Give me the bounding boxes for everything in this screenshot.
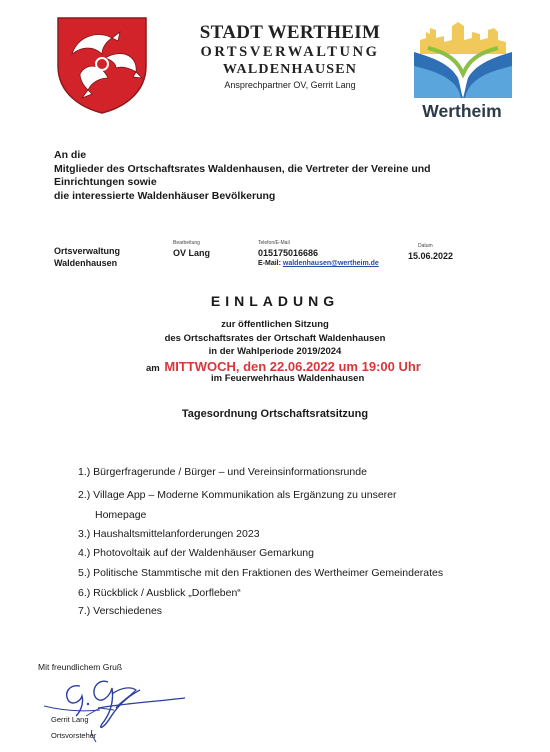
agenda-item: 1.) Bürgerfragerunde / Bürger – und Vereinsinformationsrunde (78, 466, 367, 478)
invitation-line: in der Wahlperiode 2019/2024 (208, 346, 342, 357)
invitation-line: des Ortschaftsrates der Ortschaft Waldenhausen (164, 333, 386, 344)
letter-date: 15.06.2022 (408, 251, 454, 261)
address-line: Einrichtungen sowie (54, 176, 157, 188)
agenda-item: 6.) Rückblick / Ausblick „Dorfleben“ (78, 587, 241, 599)
office-name: ORTSVERWALTUNG (200, 44, 380, 60)
meeting-datetime: MITTWOCH, den 22.06.2022 um 19:00 Uhr (164, 359, 421, 374)
phone-label: Telefon/E-Mail (258, 240, 290, 246)
handler-label: Bearbeitung (173, 240, 200, 246)
meeting-am: am (146, 363, 160, 374)
agenda-title: Tagesordnung Ortschaftsratsitzung (181, 408, 369, 420)
invitation-line: zur öffentlichen Sitzung (221, 319, 329, 330)
sender-office: Ortsverwaltung (54, 246, 121, 256)
city-name: STADT WERTHEIM (199, 22, 381, 43)
place-name: WALDENHAUSEN (222, 62, 358, 77)
agenda-item: 4.) Photovoltaik auf der Waldenhäuser Gemarkung (78, 547, 314, 559)
agenda-item: 2.) Village App – Moderne Kommunikation als Ergänzung zu unserer (78, 489, 397, 501)
agenda-item-continuation: Homepage (95, 509, 147, 521)
email-row (258, 260, 379, 267)
agenda-item: 5.) Politische Stammtische mit den Fraktionen des Wertheimer Gemeinderates (78, 567, 444, 579)
address-line: Mitglieder des Ortschaftsrates Waldenhausen, die Vertreter der Vereine und (54, 163, 431, 175)
sender-place: Waldenhausen (54, 258, 118, 268)
wertheim-city-logo-icon (414, 18, 512, 98)
meeting-datetime-row (146, 359, 421, 374)
signer-role: Ortsvorsteher (51, 731, 97, 740)
agenda-item: 3.) Haushaltsmittelanforderungen 2023 (78, 528, 260, 540)
coat-of-arms-fish-icon (50, 14, 154, 114)
agenda-item: 7.) Verschiedenes (78, 605, 163, 617)
closing-greeting: Mit freundlichem Gruß (38, 662, 123, 672)
signer-name: Gerrit Lang (51, 715, 89, 724)
invitation-title: EINLADUNG (210, 293, 340, 309)
meeting-location: im Feuerwehrhaus Waldenhausen (211, 373, 365, 384)
phone-number: 015175016686 (258, 248, 319, 258)
address-line: die interessierte Waldenhäuser Bevölkerung (54, 190, 276, 202)
address-salutation: An die (54, 149, 87, 161)
email-label: E-Mail: (258, 260, 283, 267)
handler-name: OV Lang (173, 248, 211, 258)
contact-person: Ansprechpartner OV, Gerrit Lang (224, 80, 356, 90)
logo-wordmark: Wertheim (422, 101, 502, 121)
date-label: Datum (418, 243, 433, 249)
email-link[interactable]: waldenhausen@wertheim.de (282, 260, 379, 267)
